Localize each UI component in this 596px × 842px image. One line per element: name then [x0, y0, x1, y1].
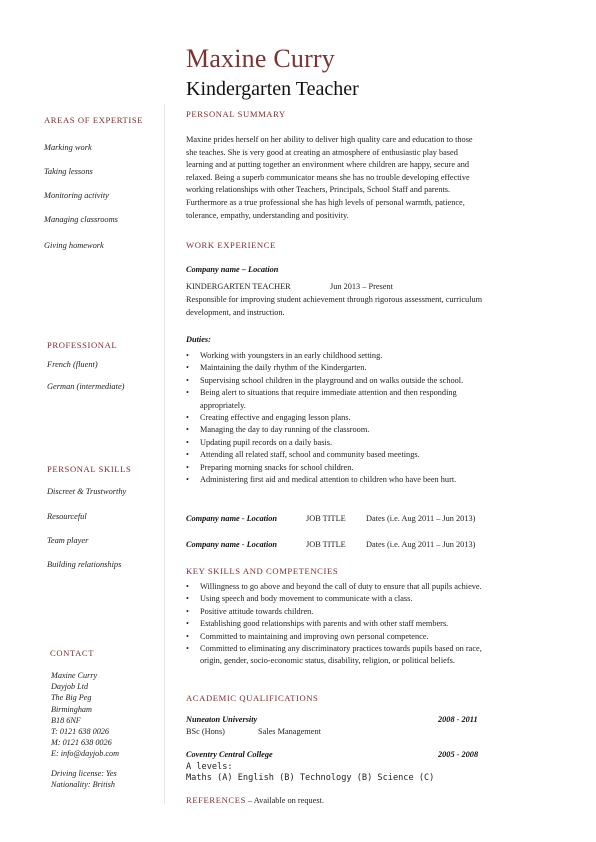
- university-name: Nuneaton University: [186, 715, 258, 724]
- skill-item: Team player: [47, 536, 89, 545]
- skill-bullet: • Establishing good relationships with parents and with other staff members.: [186, 618, 546, 630]
- duty-item: • Maintaining the daily rhythm of the Kindergarten.: [186, 362, 546, 374]
- contact-block: [51, 670, 119, 760]
- contact-line: B18 6NF: [51, 715, 81, 725]
- references-text: – Available on request.: [245, 796, 324, 805]
- duty-item: • Attending all related staff, school and community based meetings.: [186, 449, 546, 461]
- university-dates: 2008 - 2011: [438, 715, 478, 724]
- summary-heading: PERSONAL SUMMARY: [186, 109, 286, 119]
- description-line: Responsible for improving student achievement through rigorous assessment, curriculum: [186, 295, 483, 304]
- position-title: KINDERGARTEN TEACHER: [186, 282, 291, 291]
- degree-subject: Sales Management: [258, 727, 321, 736]
- academic-heading: ACADEMIC QUALIFICATIONS: [186, 693, 319, 703]
- expertise-item: Managing classrooms: [44, 215, 118, 224]
- language-item: German (intermediate): [47, 382, 125, 391]
- key-skills-heading: KEY SKILLS AND COMPETENCIES: [186, 566, 339, 576]
- summary-paragraph: [186, 134, 546, 222]
- company-location: Company name - Location: [186, 514, 278, 523]
- duty-item: • Preparing morning snacks for school children.: [186, 462, 546, 474]
- summary-line: relaxed. Being a superb communicator means she has no trouble developing effective: [186, 172, 470, 182]
- contact-heading: CONTACT: [50, 648, 95, 658]
- skill-item: Discreet & Trustworthy: [47, 487, 127, 496]
- duty-item: • Updating pupil records on a daily basis.: [186, 437, 546, 449]
- work-heading: WORK EXPERIENCE: [186, 240, 276, 250]
- a-levels-label: A levels:: [186, 762, 233, 772]
- duties-label: Duties:: [186, 335, 211, 344]
- duty-item: [186, 387, 546, 412]
- expertise-item: Giving homework: [44, 241, 104, 250]
- nationality: Nationality: British: [51, 780, 115, 789]
- skill-bullet: • Using speech and body movement to communicate with a class.: [186, 593, 546, 605]
- duty-item: • Supervising school children in the playground and on walks outside the school.: [186, 375, 546, 387]
- skill-bullet: • Willingness to go above and beyond the call of duty to ensure that all pupils achieve.: [186, 581, 546, 593]
- key-skills-list: [186, 581, 546, 668]
- summary-line: she teaches. She is very good at creating an atmosphere of enthusiastic play based: [186, 147, 458, 157]
- contact-line: Dayjob Ltd: [51, 682, 89, 692]
- summary-line: Furthermore as a true professional she has high levels of personal warmth, patience,: [186, 197, 465, 207]
- contact-email[interactable]: E: info@dayjob.com: [51, 749, 120, 759]
- contact-mobile: M: 0121 638 0026: [51, 738, 112, 748]
- professional-heading: PROFESSIONAL: [47, 340, 118, 350]
- skill-bullet: • Committed to maintaining and improving own personal competence.: [186, 631, 546, 643]
- position-dates: Jun 2013 – Present: [330, 282, 393, 291]
- summary-line: Maxine prides herself on her ability to deliver high quality care and education to those: [186, 135, 473, 144]
- expertise-item: Monitoring activity: [44, 191, 109, 200]
- degree: BSc (Hons): [186, 727, 225, 736]
- company-location: Company name – Location: [186, 265, 279, 274]
- driving-license: Driving license: Yes: [51, 769, 117, 778]
- job-title-placeholder: JOB TITLE: [306, 514, 346, 523]
- personal-skills-heading: PERSONAL SKILLS: [47, 464, 132, 474]
- job-title: Kindergarten Teacher: [186, 78, 359, 100]
- summary-line: tolerance, empathy, understanding and positivity.: [186, 210, 349, 220]
- summary-line: working relationships with other Teachers, Principals, School Staff and parents.: [186, 185, 451, 195]
- contact-line: Birmingham: [51, 704, 92, 714]
- duty-text: Being alert to situations that require immediate attention and then responding: [200, 388, 457, 398]
- position-description: [186, 294, 546, 319]
- expertise-heading: AREAS OF EXPERTISE: [44, 115, 144, 125]
- college-name: Coventry Central College: [186, 750, 273, 759]
- duty-item: • Administering first aid and medical attention to children who have been hurt.: [186, 474, 546, 486]
- duty-item: • Managing the day to day running of the classroom.: [186, 424, 546, 436]
- college-dates: 2005 - 2008: [438, 750, 479, 759]
- duty-item: • Working with youngsters in an early childhood setting.: [186, 350, 546, 362]
- skill-bullet: • Positive attitude towards children.: [186, 606, 546, 618]
- language-item: French (fluent): [47, 360, 98, 369]
- contact-phone: T: 0121 638 0026: [51, 727, 109, 737]
- duties-list: [186, 350, 546, 486]
- skill-item: Building relationships: [47, 560, 122, 569]
- job-title-placeholder: JOB TITLE: [306, 540, 346, 549]
- description-line: development, and instruction.: [186, 307, 285, 317]
- duty-item: • Creating effective and engaging lesson plans.: [186, 412, 546, 424]
- duty-text-cont: appropriately.: [200, 400, 246, 410]
- references-heading: REFERENCES: [186, 795, 246, 805]
- summary-line: learning and at putting together an environment where children are happy, secure and: [186, 160, 470, 170]
- column-divider: [164, 104, 165, 804]
- skill-text: Committed to eliminating any discriminatory practices towards pupils based on race,: [200, 644, 482, 654]
- company-location: Company name - Location: [186, 540, 278, 549]
- a-levels-subjects: Maths (A) English (B) Technology (B) Science (C): [186, 773, 435, 783]
- candidate-name: Maxine Curry: [186, 44, 335, 73]
- skill-item: Resourceful: [47, 512, 87, 521]
- expertise-item: Marking work: [44, 143, 92, 152]
- skill-bullet: [186, 643, 546, 668]
- skill-text-cont: origin, gender, socio-economic status, disability, religion, or political beliefs.: [200, 656, 455, 666]
- expertise-item: Taking lessons: [44, 167, 93, 176]
- job-dates-placeholder: Dates (i.e. Aug 2011 – Jun 2013): [366, 540, 476, 549]
- references-line: [186, 795, 324, 805]
- contact-line: Maxine Curry: [51, 671, 98, 680]
- contact-line: The Big Peg: [51, 693, 92, 703]
- job-dates-placeholder: Dates (i.e. Aug 2011 – Jun 2013): [366, 514, 476, 523]
